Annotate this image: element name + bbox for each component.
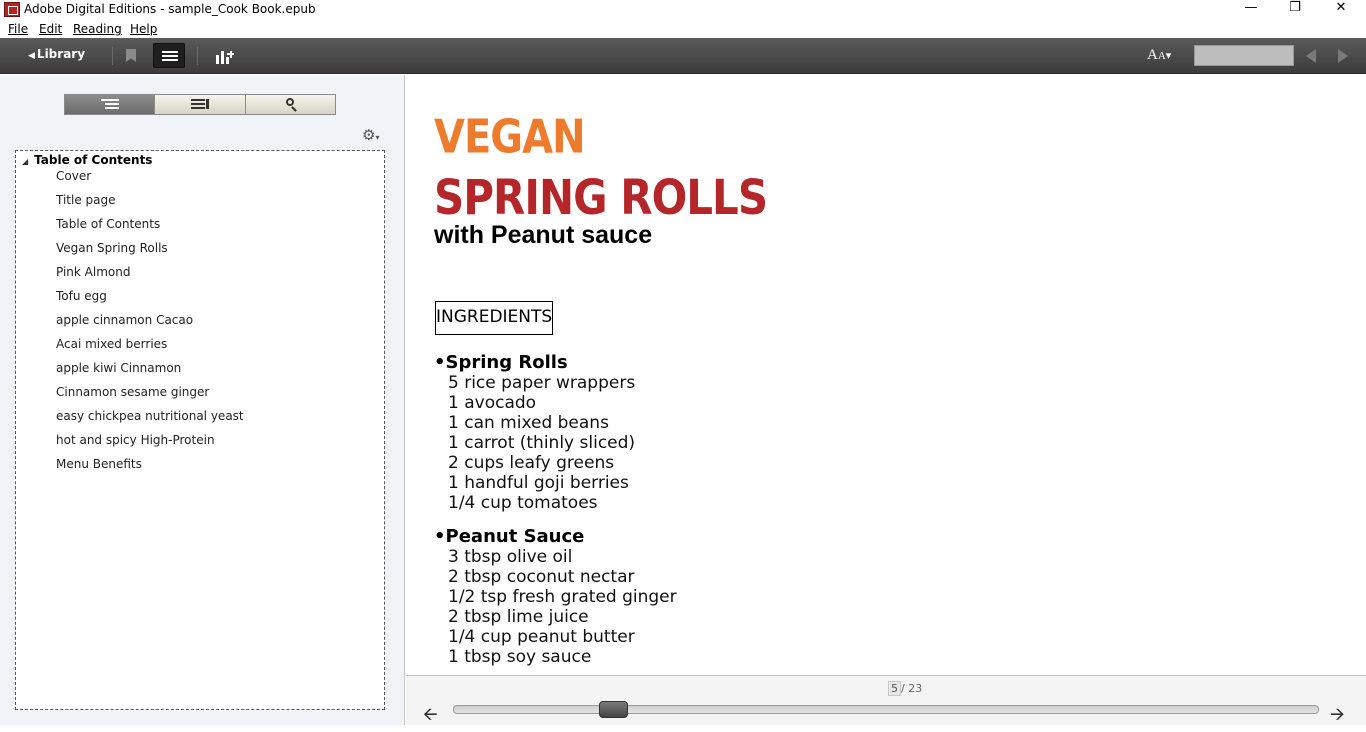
page-slider-thumb[interactable] (599, 701, 628, 718)
tab-bookmarks[interactable] (155, 95, 245, 114)
search-icon (284, 99, 302, 111)
toc-toggle-button[interactable] (153, 43, 185, 68)
toc-item[interactable]: Tofu egg (56, 289, 107, 303)
gear-icon[interactable]: ⚙▾ (362, 127, 380, 144)
total-pages: / 23 (901, 682, 923, 695)
menu-bar (0, 20, 1366, 38)
chevron-down-icon: ▾ (1165, 50, 1172, 62)
ingredient-line: 1/4 cup peanut butter (448, 627, 635, 647)
toc-item[interactable]: Pink Almond (56, 265, 131, 279)
ingredient-line: 2 tbsp coconut nectar (448, 567, 635, 587)
font-size-icon: A (1147, 47, 1158, 63)
page-navigation-bar (406, 675, 1366, 725)
ingredient-line: 2 tbsp lime juice (448, 607, 589, 627)
navigation-panel (0, 75, 405, 725)
toc-item[interactable]: Cinnamon sesame ginger (56, 385, 210, 399)
toc-item[interactable]: Acai mixed berries (56, 337, 168, 351)
ingredients-heading: INGREDIENTS (435, 301, 553, 335)
toolbar-divider (112, 47, 113, 65)
previous-page-icon[interactable] (1306, 49, 1316, 63)
toc-list-icon (101, 99, 119, 111)
panel-tab-switcher (64, 94, 336, 115)
toc-item[interactable]: Table of Contents (56, 217, 161, 231)
toc-root[interactable] (22, 153, 152, 167)
toc-item[interactable]: Menu Benefits (56, 457, 142, 471)
previous-page-arrow-icon[interactable]: 🡨 (423, 704, 438, 724)
minimize-button[interactable]: — (1244, 0, 1258, 15)
restore-button[interactable]: ❐ (1289, 0, 1301, 15)
ingredient-line: 1/2 tsp fresh grated ginger (448, 587, 677, 607)
bookmark-icon[interactable] (126, 49, 136, 62)
ingredient-line: 2 cups leafy greens (448, 453, 615, 473)
toc-item[interactable]: Title page (56, 193, 116, 207)
toc-item[interactable]: easy chickpea nutritional yeast (56, 409, 244, 423)
toc-item[interactable]: apple kiwi Cinnamon (56, 361, 182, 375)
library-label: Library (36, 47, 86, 61)
font-size-button[interactable]: AA▾ (1147, 47, 1172, 63)
toc-item[interactable]: hot and spicy High-Protein (56, 433, 215, 447)
add-annotation-icon[interactable] (214, 48, 234, 64)
book-page (406, 75, 1366, 675)
ingredient-line: 1 can mixed beans (448, 413, 609, 433)
tab-table-of-contents[interactable] (65, 95, 155, 114)
menu-help[interactable]: Help (130, 22, 158, 36)
ingredient-line: 1 carrot (thinly sliced) (448, 433, 636, 453)
ingredient-line: 1 avocado (448, 393, 537, 413)
current-page-field[interactable]: 5 (888, 681, 901, 696)
recipe-title-line-1: VEGAN (434, 111, 585, 164)
library-button[interactable] (28, 47, 85, 61)
title-bar (0, 0, 1366, 20)
section-heading: • Spring Rolls (434, 352, 568, 373)
ingredient-line: 1/4 cup tomatoes (448, 493, 598, 513)
section-heading: • Peanut Sauce (434, 526, 584, 547)
toc-item[interactable]: Vegan Spring Rolls (56, 241, 168, 255)
window-title: Adobe Digital Editions - sample_Cook Book.epub (24, 2, 316, 16)
toc-item[interactable]: Cover (56, 169, 92, 183)
next-page-icon[interactable] (1338, 49, 1348, 63)
menu-file[interactable]: File (8, 22, 29, 36)
ingredient-line: 5 rice paper wrappers (448, 373, 636, 393)
tab-search[interactable] (246, 95, 335, 114)
next-page-arrow-icon[interactable]: 🡪 (1330, 704, 1345, 724)
bookmark-list-icon (191, 99, 209, 111)
ingredient-line: 1 tbsp soy sauce (448, 647, 592, 667)
menu-edit[interactable]: Edit (39, 22, 63, 36)
toc-root-label: Table of Contents (34, 153, 153, 167)
toc-item[interactable]: apple cinnamon Cacao (56, 313, 194, 327)
page-search-input[interactable] (1194, 45, 1294, 66)
menu-reading[interactable]: Reading (73, 22, 122, 36)
ingredient-line: 3 tbsp olive oil (448, 547, 573, 567)
close-button[interactable]: ✕ (1335, 0, 1347, 15)
ingredient-line: 1 handful goji berries (448, 473, 629, 493)
page-slider[interactable] (453, 705, 1319, 714)
page-indicator (888, 681, 922, 696)
reader-toolbar (0, 38, 1366, 74)
recipe-title-line-2: SPRING ROLLS (434, 169, 768, 226)
app-icon (4, 2, 20, 17)
expand-triangle-icon[interactable]: ◢ (22, 157, 29, 166)
toc-tree (15, 150, 385, 710)
toolbar-divider (197, 47, 198, 65)
back-arrow-icon: ◀ (28, 51, 35, 61)
recipe-subtitle: with Peanut sauce (434, 221, 653, 249)
